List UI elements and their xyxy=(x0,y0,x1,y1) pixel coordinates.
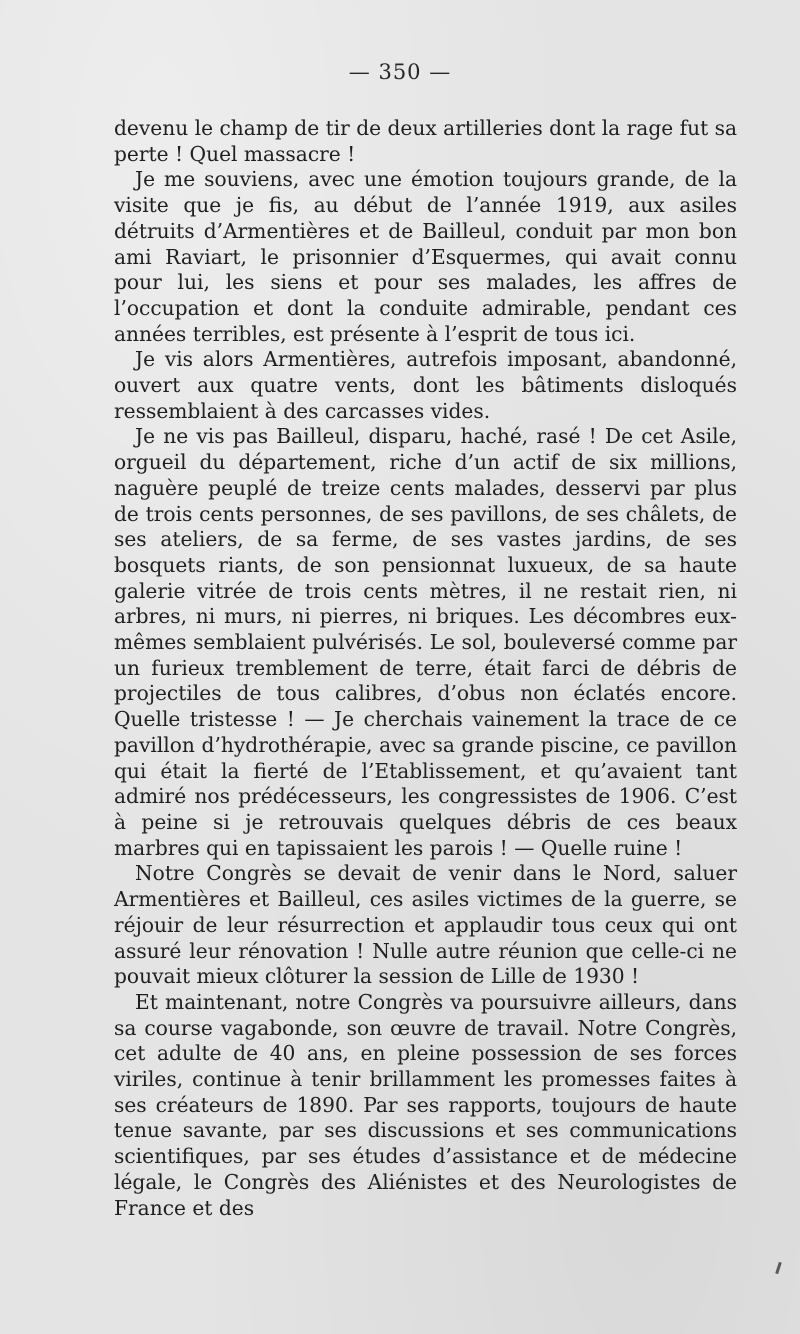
paragraph-3: Je vis alors Armentières, autrefois imposant, abandonné, ouvert aux quatre vents, dont les bâtiments disloqués ressemblaient à des carcasses vides. xyxy=(114,347,737,423)
scan-speck-mark xyxy=(775,1262,782,1274)
paragraph-4: Je ne vis pas Bailleul, disparu, haché, rasé ! De cet Asile, orgueil du département, riche d’un actif de six millions, naguère peuplé de treize cents malades, desservi par plus de trois cents personnes, de ses pavillons, de ses châlets, de ses ateliers, de sa ferme, de ses vastes jardins, de ses bosquets riants, de son pensionnat luxueux, de sa haute galerie vitrée de trois cents mètres, il ne restait rien, ni arbres, ni murs, ni pierres, ni briques. Les décombres eux-mêmes semblaient pulvérisés. Le sol, bouleversé comme par un furieux tremblement de terre, était farci de débris de projectiles de tous calibres, d’obus non éclatés encore. Quelle tristesse ! — Je cherchais vainement la trace de ce pavillon d’hydrothérapie, avec sa grande piscine, ce pavillon qui était la fierté de l’Etablissement, et qu’avaient tant admiré nos prédécesseurs, les congressistes de 1906. C’est à peine si je retrouvais quelques débris de ces beaux marbres qui en tapissaient les parois ! — Quelle ruine ! xyxy=(114,424,737,860)
paragraph-2: Je me souviens, avec une émotion toujours grande, de la visite que je fis, au début de l’année 1919, aux asiles détruits d’Armentières et de Bailleul, conduit par mon bon ami Raviart, le prisonnier d’Esquermes, qui avait connu pour lui, les siens et pour ses malades, les affres de l’occupation et dont la conduite admirable, pendant ces années terribles, est présente à l’esprit de tous ici. xyxy=(114,167,737,346)
paragraph-5: Notre Congrès se devait de venir dans le Nord, saluer Armentières et Bailleul, ces asiles victimes de la guerre, se réjouir de leur résurrection et applaudir tous ceux qui ont assuré leur rénovation ! Nulle autre réunion que celle-ci ne pouvait mieux clôturer la session de Lille de 1930 ! xyxy=(114,861,737,989)
body-text xyxy=(114,116,737,1221)
paragraph-1: devenu le champ de tir de deux artilleries dont la rage fut sa perte ! Quel massacre ! xyxy=(114,116,738,166)
page-number: — 350 — xyxy=(348,60,452,84)
paragraph-6: Et maintenant, notre Congrès va poursuivre ailleurs, dans sa course vagabonde, son œuvre de travail. Notre Congrès, cet adulte de 40 ans, en pleine possession de ses forces viriles, continue à tenir brillamment les promesses faites à ses créateurs de 1890. Par ses rapports, toujours de haute tenue savante, par ses discussions et ses communications scientifiques, par ses études d’assistance et de médecine légale, le Congrès des Aliénistes et des Neurologistes de France et des xyxy=(114,989,737,1220)
